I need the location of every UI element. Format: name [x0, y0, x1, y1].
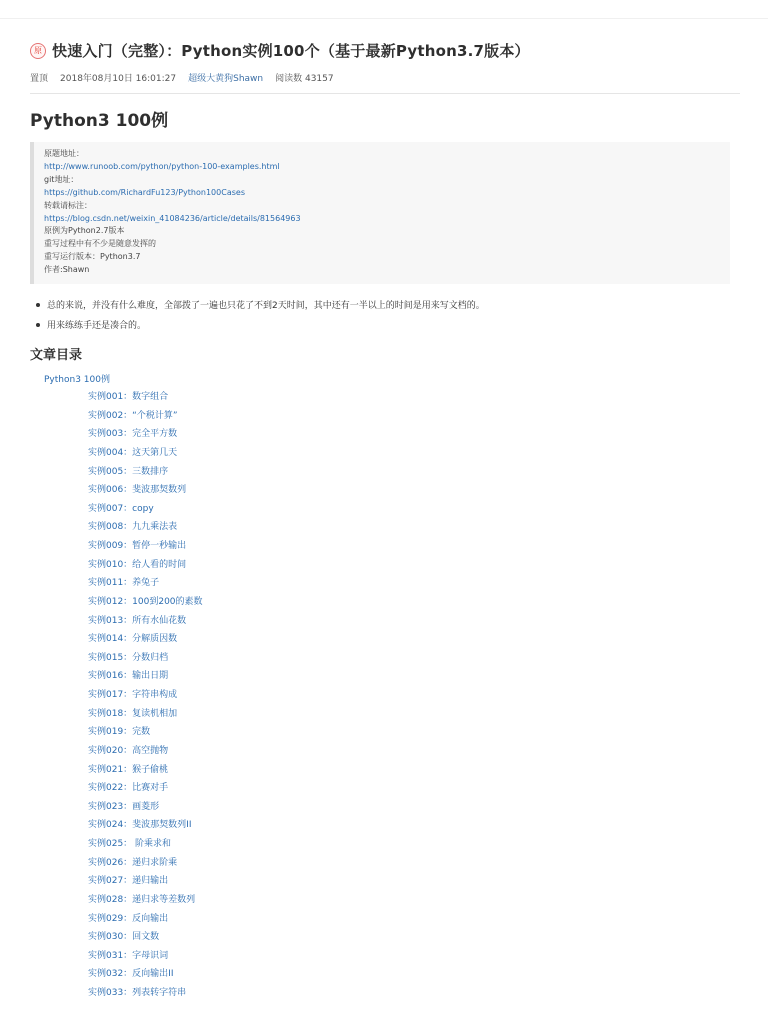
read-count: 阅读数 43157: [275, 74, 334, 84]
toc-item[interactable]: 实例022：比赛对手: [88, 783, 169, 794]
toc-item[interactable]: 实例031：字母识词: [88, 950, 169, 961]
title-row: [30, 40, 530, 61]
toc-item[interactable]: 实例010：给人看的时间: [88, 559, 187, 570]
toc-item[interactable]: 实例024：斐波那契数列II: [88, 820, 192, 831]
toc-item[interactable]: 实例012：100到200的素数: [88, 596, 203, 607]
toc-item[interactable]: 实例025： 阶乘求和: [88, 839, 172, 849]
toc-item[interactable]: 实例001：数字组合: [88, 392, 169, 402]
quote-link[interactable]: https://github.com/RichardFu123/Python100Cases: [44, 187, 245, 197]
toc-item[interactable]: 实例005：三数排序: [88, 466, 169, 477]
original-badge: 原: [30, 43, 46, 59]
article-heading: Python3 100例: [30, 111, 169, 131]
toc-item[interactable]: 实例028：递归求等差数列: [88, 894, 196, 905]
quote-link[interactable]: https://blog.csdn.net/weixin_41084236/article/details/81564963: [44, 213, 301, 223]
quote-line: 原例为Python2.7版本: [44, 226, 125, 236]
toc-item[interactable]: 实例023：画菱形: [88, 801, 160, 812]
toc-item[interactable]: 实例004：这天第几天: [88, 447, 178, 458]
toc-item[interactable]: 实例014：分解质因数: [88, 634, 178, 645]
toc-item[interactable]: 实例019：完数: [88, 727, 151, 738]
toc-item[interactable]: 实例006：斐波那契数列: [88, 485, 187, 496]
toc-item[interactable]: 实例009：暂停一秒输出: [88, 541, 187, 551]
toc-item[interactable]: 实例007：copy: [88, 503, 154, 514]
quote-line: git地址：: [44, 174, 79, 184]
top-border: [0, 18, 768, 19]
quote-line: 重写运行版本：Python3.7: [44, 252, 141, 262]
toc-item[interactable]: 实例008：九九乘法表: [88, 522, 178, 533]
quote-line: 重写过程中有不少是随意发挥的: [44, 239, 156, 249]
toc-item[interactable]: 实例021：猴子偷桃: [88, 764, 169, 775]
toc-item[interactable]: 实例013：所有水仙花数: [88, 615, 187, 626]
publish-date: 2018年08月10日 16:01:27: [60, 74, 177, 84]
toc-item[interactable]: 实例020：高空抛物: [88, 745, 169, 756]
author-link[interactable]: 超级大黄狗Shawn: [188, 74, 264, 84]
quote-line: 原题地址：: [44, 149, 84, 158]
toc-item[interactable]: 实例032：反向输出II: [88, 969, 174, 980]
toc-item[interactable]: 实例002：“个税计算”: [88, 410, 178, 421]
list-item: 用来练练手还是凑合的。: [36, 316, 485, 336]
quote-link[interactable]: http://www.runoob.com/python/python-100-examples.html: [44, 161, 280, 171]
toc-item[interactable]: 实例029：反向输出: [88, 913, 169, 924]
toc-item[interactable]: 实例026：递归求阶乘: [88, 857, 178, 868]
summary-list: [36, 296, 485, 336]
toc-item[interactable]: 实例018：复读机相加: [88, 708, 178, 719]
header-divider: [30, 93, 740, 94]
info-blockquote: [30, 142, 730, 284]
toc-item[interactable]: 实例017：字符串构成: [88, 690, 178, 700]
toc-item[interactable]: 实例003：完全平方数: [88, 429, 178, 440]
quote-line: 作者:Shawn: [44, 265, 90, 275]
toc-heading: 文章目录: [30, 348, 83, 363]
toc-root-link[interactable]: Python3 100例: [44, 375, 110, 385]
article-meta: [30, 71, 334, 84]
article-title: 快速入门（完整）：Python实例100个（基于最新Python3.7版本）: [52, 42, 530, 60]
toc-item[interactable]: 实例033：列表转字符串: [88, 988, 187, 998]
toc-list: [88, 388, 203, 1003]
toc-item[interactable]: 实例016：输出日期: [88, 671, 169, 682]
toc-item[interactable]: 实例015：分数归档: [88, 652, 169, 663]
quote-line: 转载请标注：: [44, 200, 92, 210]
toc-item[interactable]: 实例030：回文数: [88, 932, 160, 943]
list-item: 总的来说，并没有什么难度，全部拨了一遍也只花了不到2天时间，其中还有一半以上的时间是用来写文档的。: [36, 296, 485, 316]
toc-item[interactable]: 实例011：养兔子: [88, 578, 160, 589]
pinned-label: 置顶: [30, 74, 49, 84]
toc-item[interactable]: 实例027：递归输出: [88, 876, 169, 887]
